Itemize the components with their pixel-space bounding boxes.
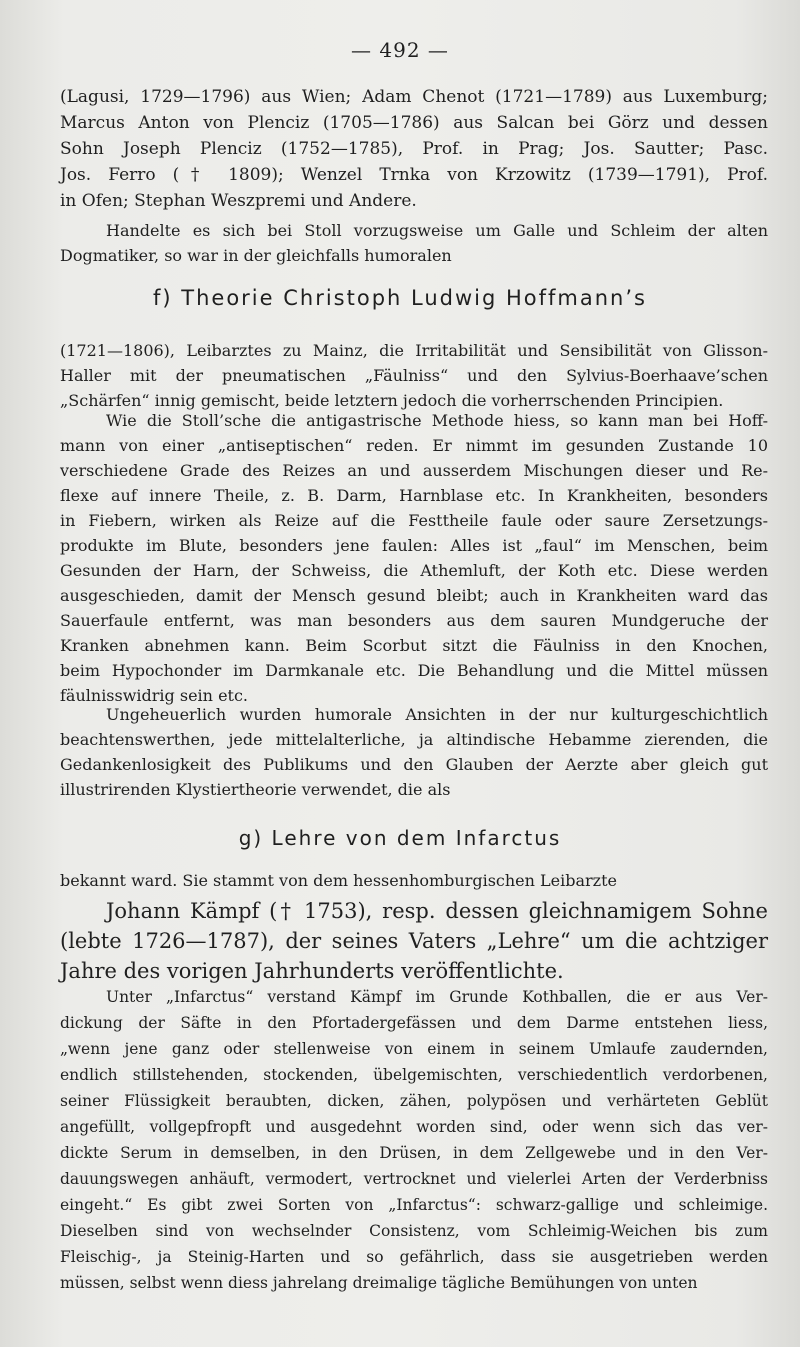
text-line: Jahre des vorigen Jahrhunderts veröffentlichte. [60, 959, 564, 983]
text-line: Fleischig-, ja Steinig-Harten und so gefährlich, dass sie ausgetrieben werden [60, 1248, 768, 1266]
text-line: illustrirenden Klystiertheorie verwendet, die als [60, 780, 451, 799]
text-line: dickte Serum in demselben, in den Drüsen, in dem Zellgewebe und in den Ver- [60, 1144, 768, 1162]
text-line: Gesunden der Harn, der Schweiss, die Athemluft, der Koth etc. Diese werden [60, 561, 768, 580]
text-line: Johann Kämpf († 1753), resp. dessen gleichnamigem Sohne [106, 899, 768, 923]
paragraph-hoffmann-theory [60, 408, 768, 708]
text-line: (1721—1806), Leibarztes zu Mainz, die Irritabilität und Sensibilität von Glisson- [60, 341, 768, 360]
text-line: Haller mit der pneumatischen „Fäulniss“ und den Sylvius-Boerhaave’schen [60, 366, 768, 385]
text-line: bekannt ward. Sie stammt von dem hessenhomburgischen Leibarzte [60, 871, 618, 890]
text-line: beachtenswerthen, jede mittelalterliche, ja altindische Hebamme zierenden, die [60, 730, 768, 749]
paragraph-klystier [60, 702, 768, 802]
text-line: Dogmatiker, so war in der gleichfalls humoralen [60, 246, 452, 265]
text-line: „wenn jene ganz oder stellenweise von einem in seinem Umlaufe zaudernden, [60, 1040, 768, 1058]
section-heading-g: g) Lehre von dem Infarctus [238, 826, 562, 850]
text-line: Marcus Anton von Plenciz (1705—1786) aus Salcan bei Görz und dessen [60, 113, 768, 133]
text-line: in Fiebern, wirken als Reize auf die Festtheile faule oder saure Zersetzungs- [60, 511, 768, 530]
text-line: dickung der Säfte in den Pfortadergefässen und dem Darme entstehen liess, [60, 1014, 768, 1032]
text-line: produkte im Blute, besonders jene faulen: Alles ist „faul“ im Menschen, beim [60, 536, 768, 555]
text-line: Sauerfaule entfernt, was man besonders aus dem sauren Mundgeruche der [60, 611, 768, 630]
text-line: Wie die Stoll’sche die antigastrische Methode hiess, so kann man bei Hoff- [106, 411, 768, 430]
text-line: müssen, selbst wenn diess jahrelang dreimalige tägliche Bemühungen von unten [60, 1274, 698, 1292]
text-line: Ungeheuerlich wurden humorale Ansichten in der nur kulturgeschichtlich [106, 705, 768, 724]
text-line: Unter „Infarctus“ verstand Kämpf im Grunde Kothballen, die er aus Ver- [106, 988, 768, 1006]
paragraph-hoffmann-intro [60, 338, 768, 413]
text-line: endlich stillstehenden, stockenden, übelgemischten, verschiedentlich verdorbenen, [60, 1066, 768, 1084]
text-line: (Lagusi, 1729—1796) aus Wien; Adam Chenot (1721—1789) aus Luxemburg; [60, 87, 768, 107]
paragraph-kaempf-intro [60, 868, 768, 893]
paragraph-stoll [60, 218, 768, 268]
text-line: verschiedene Grade des Reizes an und ausserdem Mischungen dieser und Re- [60, 461, 768, 480]
text-line: eingeht.“ Es gibt zwei Sorten von „Infarctus“: schwarz-gallige und schleimige. [60, 1196, 768, 1214]
text-line: Kranken abnehmen kann. Beim Scorbut sitzt die Fäulniss in den Knochen, [60, 636, 768, 655]
text-line: (lebte 1726—1787), der seines Vaters „Lehre“ um die achtziger [60, 929, 768, 953]
text-line: fäulnisswidrig sein etc. [60, 686, 249, 705]
page-number: — 492 — [351, 38, 449, 62]
text-line: Dieselben sind von wechselnder Consistenz, vom Schleimig-Weichen bis zum [60, 1222, 768, 1240]
section-heading-f: f) Theorie Christoph Ludwig Hoffmann’s [153, 286, 647, 310]
text-line: Gedankenlosigkeit des Publikums und den Glauben der Aerzte aber gleich gut [60, 755, 768, 774]
paragraph-physicians-list [60, 84, 768, 214]
paragraph-infarctus [60, 984, 768, 1296]
text-line: angefüllt, vollgepfropft und ausgedehnt worden sind, oder wenn sich das ver- [60, 1118, 768, 1136]
text-line: seiner Flüssigkeit beraubten, dicken, zähen, polypösen und verhärteten Geblüt [60, 1092, 768, 1110]
text-line: Sohn Joseph Plenciz (1752—1785), Prof. in Prag; Jos. Sautter; Pasc. [60, 139, 768, 159]
text-line: „Schärfen“ innig gemischt, beide letztern jedoch die vorherrschenden Principien. [60, 391, 724, 410]
text-line: dauungswegen anhäuft, vermodert, vertrocknet und vielerlei Arten der Verderbniss [60, 1170, 768, 1188]
paragraph-kaempf-large [60, 896, 768, 986]
text-line: ausgeschieden, damit der Mensch gesund bleibt; auch in Krankheiten ward das [60, 586, 768, 605]
text-line: flexe auf innere Theile, z. B. Darm, Harnblase etc. In Krankheiten, besonders [60, 486, 768, 505]
text-line: Jos. Ferro († 1809); Wenzel Trnka von Krzowitz (1739—1791), Prof. [60, 165, 768, 185]
text-line: beim Hypochonder im Darmkanale etc. Die Behandlung und die Mittel müssen [60, 661, 768, 680]
text-line: in Ofen; Stephan Weszpremi und Andere. [60, 191, 417, 211]
text-line: mann von einer „antiseptischen“ reden. Er nimmt im gesunden Zustande 10 [60, 436, 768, 455]
text-line: Handelte es sich bei Stoll vorzugsweise um Galle und Schleim der alten [106, 221, 768, 240]
